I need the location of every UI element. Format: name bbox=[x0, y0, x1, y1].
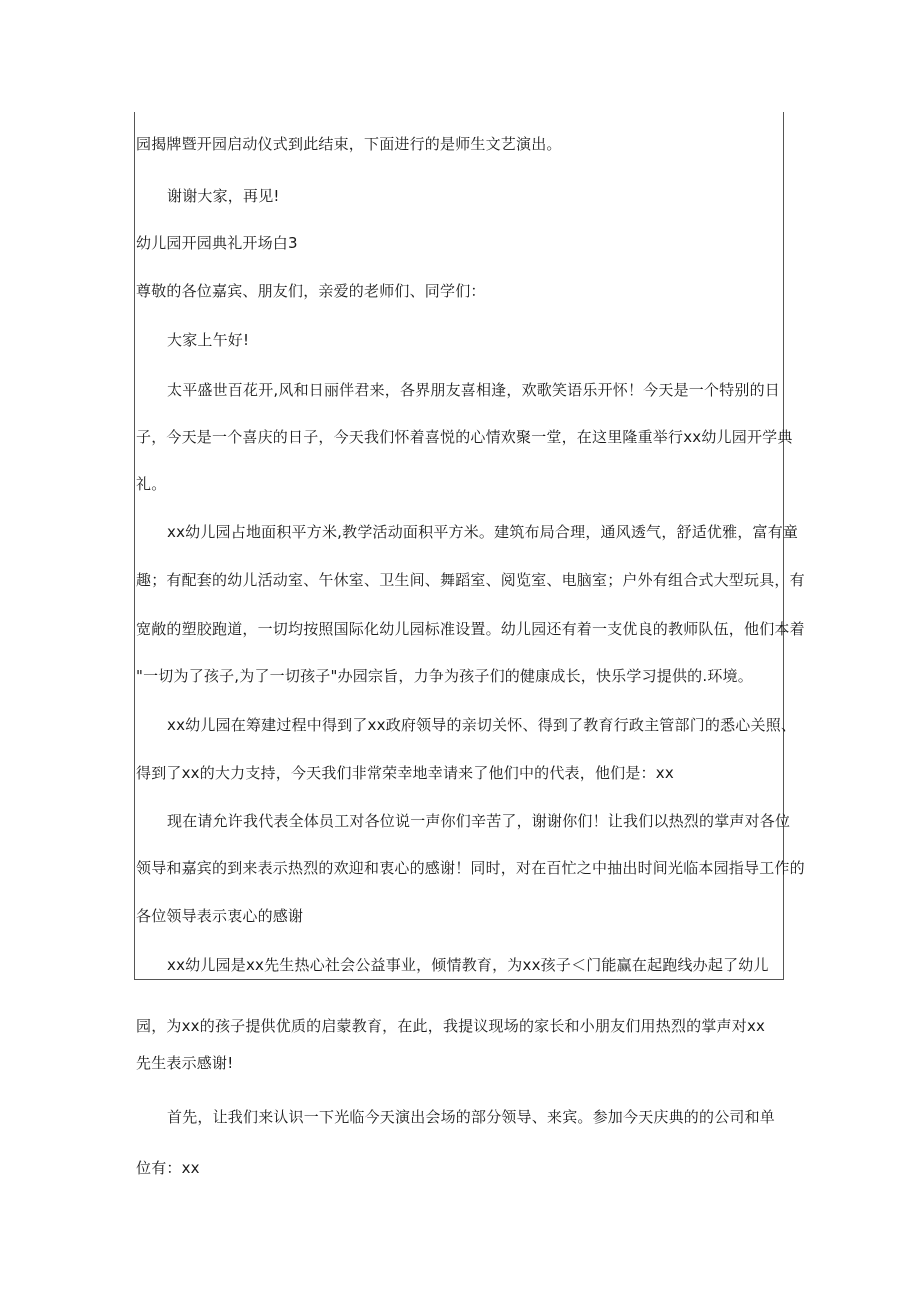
text-line: 园，为xx的孩子提供优质的启蒙教育，在此，我提议现场的家长和小朋友们用热烈的掌声对xx bbox=[136, 1017, 766, 1035]
text-line: xx幼儿园占地面积平方米,教学活动面积平方米。建筑布局合理，通风透气，舒适优雅，富有童 bbox=[167, 523, 799, 541]
text-line: xx幼儿园是xx先生热心社会公益事业，倾情教育，为xx孩子＜门能赢在起跑线办起了幼儿 bbox=[167, 956, 769, 974]
salutation: 尊敬的各位嘉宾、朋友们，亲爱的老师们、同学们： bbox=[136, 282, 486, 300]
text-line: 子，今天是一个喜庆的日子，今天我们怀着喜悦的心情欢聚一堂，在这里隆重举行xx幼儿园开学典 bbox=[136, 428, 793, 446]
section-heading: 幼儿园开园典礼开场白3 bbox=[136, 234, 298, 252]
text-line: 得到了xx的大力支持，今天我们非常荣幸地幸请来了他们中的代表，他们是：xx bbox=[136, 764, 674, 782]
text-line: 太平盛世百花开,风和日丽伴君来，各界朋友喜相逢，欢歌笑语乐开怀！今天是一个特别的日 bbox=[167, 381, 780, 399]
text-line: 首先，让我们来认识一下光临今天演出会场的部分领导、来宾。参加今天庆典的的公司和单 bbox=[167, 1108, 776, 1126]
text-line: 礼。 bbox=[136, 475, 167, 493]
text-line: 大家上午好! bbox=[167, 331, 250, 349]
text-line: 领导和嘉宾的到来表示热烈的欢迎和衷心的感谢！同时，对在百忙之中抽出时间光临本园指导工作的 bbox=[136, 859, 805, 877]
text-line: 谢谢大家，再见! bbox=[167, 187, 280, 205]
text-line: "一切为了孩子,为了一切孩子"办园宗旨，力争为孩子们的健康成长，快乐学习提供的.环境。 bbox=[136, 667, 753, 685]
text-line: 各位领导表示衷心的感谢 bbox=[136, 907, 304, 925]
text-line: 宽敞的塑胶跑道，一切均按照国际化幼儿园标准设置。幼儿园还有着一支优良的教师队伍，他们本着 bbox=[136, 620, 805, 638]
text-line: 先生表示感谢! bbox=[136, 1054, 234, 1072]
text-line: 园揭牌暨开园启动仪式到此结束，下面进行的是师生文艺演出。 bbox=[136, 135, 562, 153]
text-line: 趣；有配套的幼儿活动室、午休室、卫生间、舞蹈室、阅览室、电脑室；户外有组合式大型玩具，有 bbox=[136, 571, 805, 589]
text-line: 现在请允许我代表全体员工对各位说一声你们辛苦了，谢谢你们！让我们以热烈的掌声对各位 bbox=[167, 812, 791, 830]
text-line: xx幼儿园在筹建过程中得到了xx政府领导的亲切关怀、得到了教育行政主管部门的悉心关照、 bbox=[167, 716, 797, 734]
text-line: 位有：xx bbox=[136, 1159, 200, 1177]
